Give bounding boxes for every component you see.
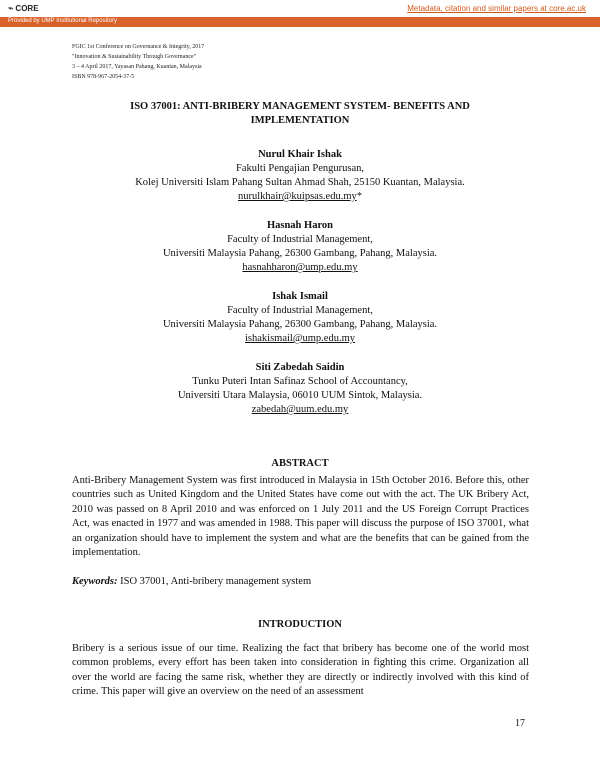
- author-institution: Universiti Malaysia Pahang, 26300 Gambang, Pahang, Malaysia.: [162, 248, 438, 259]
- author-institution: Universiti Malaysia Pahang, 26300 Gambang, Pahang, Malaysia.: [162, 319, 438, 330]
- introduction-text: Bribery is a serious issue of our time. Realizing the fact that bribery has become one of the world most common problems, every effort has been taken into consideration in fighting this crime. Organization all over the world are facing the same risk, whether they are directly or indirectly involved with this kind of crime. This paper will give an overview on the need of an assessment: [72, 643, 529, 698]
- author-email[interactable]: ishakismail@ump.edu.my: [245, 333, 355, 344]
- author-name: Nurul Khair Ishak: [258, 149, 342, 160]
- core-logo-icon: ⌁: [8, 3, 14, 13]
- core-logo[interactable]: [8, 3, 39, 14]
- author-block: [80, 290, 520, 346]
- conference-line: "Innovation & Sustainability Through Governance": [72, 54, 197, 60]
- author-block: [80, 148, 520, 204]
- author-email[interactable]: hasnahharon@ump.edu.my: [242, 262, 358, 273]
- page-number: 17: [515, 718, 525, 729]
- paper-title: [80, 100, 520, 128]
- author-email[interactable]: nurulkhair@kuipsas.edu.my: [238, 191, 357, 202]
- keywords-text: ISO 37001, Anti-bribery management system: [117, 576, 312, 587]
- author-email[interactable]: zabedah@uum.edu.my: [251, 404, 349, 415]
- repository-bar: [0, 17, 600, 27]
- author-institution: Universiti Utara Malaysia, 06010 UUM Sintok, Malaysia.: [177, 390, 423, 401]
- author-institution: Kolej Universiti Islam Pahang Sultan Ahmad Shah, 25150 Kuantan, Malaysia.: [135, 177, 465, 188]
- conference-line: 3 – 4 April 2017, Yayasan Pahang, Kuantan, Malaysia: [72, 64, 202, 70]
- author-department: Fakulti Pengajian Pengurusan,: [235, 163, 365, 174]
- author-block: [80, 361, 520, 417]
- paper-title-line: ISO 37001: ANTI-BRIBERY MANAGEMENT SYSTEM- BENEFITS AND: [130, 101, 470, 112]
- core-header: [0, 0, 600, 18]
- paper-title-line: IMPLEMENTATION: [250, 115, 350, 126]
- keywords: [72, 576, 311, 587]
- author-name: Ishak Ismail: [272, 291, 328, 302]
- conference-info: [72, 42, 204, 82]
- abstract-heading: ABSTRACT: [271, 458, 329, 469]
- conference-isbn: ISBN 978-967-2054-37-5: [72, 74, 135, 80]
- author-department: Faculty of Industrial Management,: [227, 305, 373, 316]
- author-department: Tunku Puteri Intan Safinaz School of Accountancy,: [192, 376, 408, 387]
- abstract-text: Anti-Bribery Management System was first introduced in Malaysia in 15th October 2016. Before this, other countries such as United Kingdom and the United States have come out with the act. The UK Bribery Act, 2010 was passed on 8 April 2010 and was enforced on 1 July 2011 and the US Foreign Corrupt Practices Act, was enacted in 1977 and was amended in 1988. This paper will discuss the purpose of ISO 37001, what an organization should have to implement the system and what are the benefits that can be gained from the implementation.: [72, 475, 529, 559]
- author-department: Faculty of Industrial Management,: [227, 234, 373, 245]
- core-logo-text: CORE: [15, 4, 39, 13]
- author-name: Hasnah Haron: [266, 220, 334, 231]
- repository-bar-text[interactable]: Provided by UMP Institutional Repository: [8, 18, 117, 24]
- author-block: [80, 219, 520, 275]
- keywords-label: Keywords:: [72, 576, 118, 587]
- author-email-suffix: *: [356, 191, 362, 202]
- author-name: Siti Zabedah Saidin: [255, 362, 345, 373]
- core-metadata-link[interactable]: Metadata, citation and similar papers at core.ac.uk: [407, 4, 586, 13]
- introduction-heading: INTRODUCTION: [257, 619, 342, 630]
- conference-line: FGIC 1st Conference on Governance & Integrity, 2017: [72, 44, 205, 50]
